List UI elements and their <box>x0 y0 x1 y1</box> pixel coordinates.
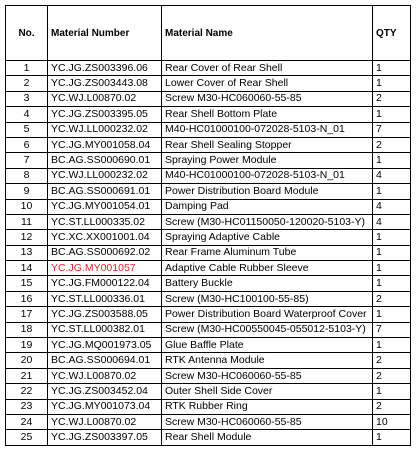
table-row <box>6 322 411 337</box>
table-row <box>6 214 411 229</box>
table-row <box>6 168 411 183</box>
row-material-number: YC.JG.MY001073.04 <box>48 399 162 414</box>
row-qty: 4 <box>373 199 411 214</box>
table-row <box>6 137 411 152</box>
row-no: 25 <box>6 430 48 445</box>
row-material-name: Screw (M30-HC01150050-120020-5103-Y) <box>162 214 373 229</box>
row-no: 11 <box>6 214 48 229</box>
row-material-name: Damping Pad <box>162 199 373 214</box>
row-no: 10 <box>6 199 48 214</box>
row-material-name: Spraying Power Module <box>162 153 373 168</box>
header-material-number: Material Number <box>48 6 162 61</box>
row-qty: 2 <box>373 399 411 414</box>
row-no: 9 <box>6 184 48 199</box>
row-qty: 1 <box>373 245 411 260</box>
row-material-name: Screw M30-HC060060-55-85 <box>162 91 373 106</box>
row-material-number: YC.WJ.L00870.02 <box>48 91 162 106</box>
row-no: 12 <box>6 230 48 245</box>
row-material-number: YC.JG.MY001057 <box>48 261 162 276</box>
row-material-name: Screw M30-HC060060-55-85 <box>162 368 373 383</box>
row-material-number: YC.JG.ZS003396.06 <box>48 61 162 76</box>
table-body <box>6 61 411 446</box>
row-no: 3 <box>6 91 48 106</box>
row-material-number: BC.AG.SS000694.01 <box>48 353 162 368</box>
row-material-number: YC.JG.FM000122.04 <box>48 276 162 291</box>
row-material-name: M40-HC01000100-072028-5103-N_01 <box>162 122 373 137</box>
table-row <box>6 338 411 353</box>
row-material-name: Power Distribution Board Waterproof Cover <box>162 307 373 322</box>
row-material-number: YC.ST.LL000336.01 <box>48 291 162 306</box>
table-row <box>6 76 411 91</box>
row-material-number: YC.JG.ZS003588.05 <box>48 307 162 322</box>
row-qty: 1 <box>373 107 411 122</box>
row-qty: 1 <box>373 276 411 291</box>
row-material-name: Lower Cover of Rear Shell <box>162 76 373 91</box>
row-material-name: Rear Shell Bottom Plate <box>162 107 373 122</box>
row-qty: 2 <box>373 291 411 306</box>
table-row <box>6 384 411 399</box>
row-material-number: YC.JG.ZS003397.05 <box>48 430 162 445</box>
row-material-number: YC.JG.ZS003452.04 <box>48 384 162 399</box>
row-qty: 4 <box>373 168 411 183</box>
table-header <box>6 6 411 61</box>
row-material-name: Screw (M30-HC100100-55-85) <box>162 291 373 306</box>
row-material-name: Adaptive Cable Rubber Sleeve <box>162 261 373 276</box>
row-material-name: Rear Frame Aluminum Tube <box>162 245 373 260</box>
row-qty: 2 <box>373 137 411 152</box>
row-material-number: BC.AG.SS000690.01 <box>48 153 162 168</box>
row-no: 4 <box>6 107 48 122</box>
row-material-name: Screw M30-HC060060-55-85 <box>162 414 373 429</box>
row-qty: 1 <box>373 230 411 245</box>
table-row <box>6 199 411 214</box>
row-no: 7 <box>6 153 48 168</box>
row-no: 2 <box>6 76 48 91</box>
material-table-container <box>5 5 410 446</box>
row-no: 6 <box>6 137 48 152</box>
row-qty: 1 <box>373 307 411 322</box>
table-row <box>6 91 411 106</box>
row-qty: 2 <box>373 91 411 106</box>
header-no: No. <box>6 6 48 61</box>
row-qty: 7 <box>373 122 411 137</box>
row-qty: 1 <box>373 384 411 399</box>
row-material-name: M40-HC01000100-072028-5103-N_01 <box>162 168 373 183</box>
row-qty: 10 <box>373 414 411 429</box>
row-material-number: YC.JG.MY001058.04 <box>48 137 162 152</box>
row-material-name: Spraying Adaptive Cable <box>162 230 373 245</box>
row-no: 1 <box>6 61 48 76</box>
row-material-name: Screw (M30-HC00550045-055012-5103-Y) <box>162 322 373 337</box>
row-no: 15 <box>6 276 48 291</box>
row-qty: 1 <box>373 184 411 199</box>
table-row <box>6 245 411 260</box>
row-material-number: YC.JG.ZS003443.08 <box>48 76 162 91</box>
row-qty: 4 <box>373 214 411 229</box>
row-qty: 1 <box>373 76 411 91</box>
row-material-name: RTK Rubber Ring <box>162 399 373 414</box>
row-qty: 7 <box>373 322 411 337</box>
row-material-number: YC.JG.ZS003395.05 <box>48 107 162 122</box>
row-material-number: YC.WJ.L00870.02 <box>48 414 162 429</box>
table-row <box>6 122 411 137</box>
table-row <box>6 184 411 199</box>
table-row <box>6 61 411 76</box>
row-no: 20 <box>6 353 48 368</box>
header-material-name: Material Name <box>162 6 373 61</box>
row-qty: 2 <box>373 353 411 368</box>
row-no: 19 <box>6 338 48 353</box>
row-qty: 1 <box>373 61 411 76</box>
table-row <box>6 261 411 276</box>
row-no: 18 <box>6 322 48 337</box>
table-row <box>6 153 411 168</box>
row-material-name: Rear Cover of Rear Shell <box>162 61 373 76</box>
row-no: 13 <box>6 245 48 260</box>
row-no: 17 <box>6 307 48 322</box>
row-material-name: Glue Baffle Plate <box>162 338 373 353</box>
row-material-number: YC.WJ.LL000232.02 <box>48 168 162 183</box>
row-material-name: Battery Buckle <box>162 276 373 291</box>
header-qty: QTY <box>373 6 411 61</box>
row-no: 8 <box>6 168 48 183</box>
row-material-number: BC.AG.SS000692.02 <box>48 245 162 260</box>
row-material-name: Rear Shell Sealing Stopper <box>162 137 373 152</box>
table-row <box>6 368 411 383</box>
table-row <box>6 230 411 245</box>
row-material-number: YC.ST.LL000335.02 <box>48 214 162 229</box>
table-row <box>6 353 411 368</box>
row-material-number: YC.JG.MY001054.01 <box>48 199 162 214</box>
table-row <box>6 307 411 322</box>
row-no: 23 <box>6 399 48 414</box>
table-row <box>6 399 411 414</box>
table-row <box>6 430 411 445</box>
row-qty: 1 <box>373 430 411 445</box>
row-qty: 1 <box>373 261 411 276</box>
header-row <box>6 6 411 61</box>
row-no: 14 <box>6 261 48 276</box>
row-material-name: Rear Shell Module <box>162 430 373 445</box>
table-row <box>6 291 411 306</box>
row-material-name: Power Distribution Board Module <box>162 184 373 199</box>
row-no: 5 <box>6 122 48 137</box>
table-row <box>6 276 411 291</box>
row-qty: 1 <box>373 153 411 168</box>
row-no: 21 <box>6 368 48 383</box>
row-material-number: YC.WJ.L00870.02 <box>48 368 162 383</box>
row-material-name: Outer Shell Side Cover <box>162 384 373 399</box>
row-qty: 2 <box>373 368 411 383</box>
table-row <box>6 107 411 122</box>
row-no: 24 <box>6 414 48 429</box>
row-material-number: YC.WJ.LL000232.02 <box>48 122 162 137</box>
row-no: 16 <box>6 291 48 306</box>
table-row <box>6 414 411 429</box>
material-table <box>5 5 411 446</box>
row-material-number: BC.AG.SS000691.01 <box>48 184 162 199</box>
row-qty: 1 <box>373 338 411 353</box>
row-material-name: RTK Antenna Module <box>162 353 373 368</box>
row-material-number: YC.JG.MQ001973.05 <box>48 338 162 353</box>
row-material-number: YC.ST.LL000382.01 <box>48 322 162 337</box>
row-material-number: YC.XC.XX001001.04 <box>48 230 162 245</box>
row-no: 22 <box>6 384 48 399</box>
